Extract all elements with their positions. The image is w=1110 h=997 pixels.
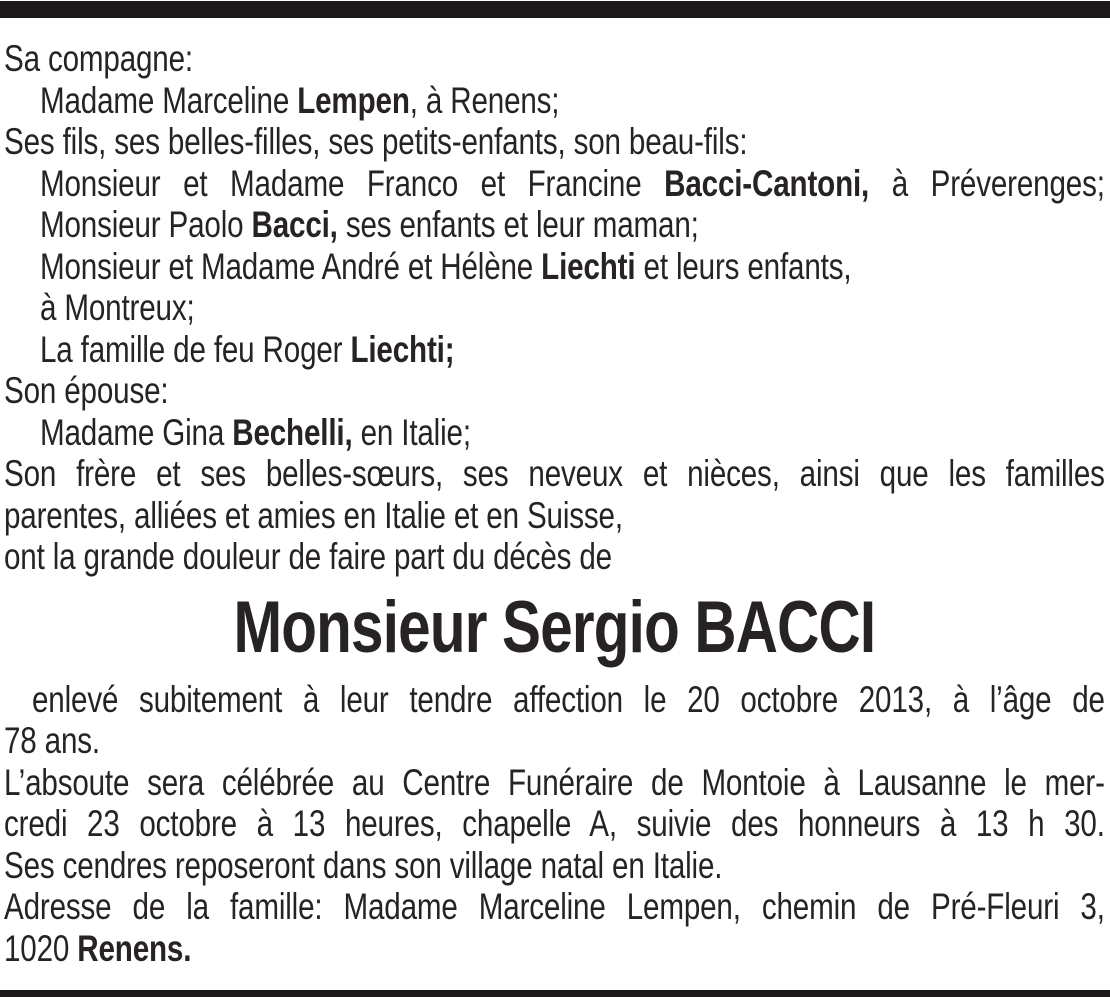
family-name-bold: Bacci, xyxy=(251,204,338,245)
text-segment: à Préverenges; xyxy=(869,162,1105,204)
text-segment: Monsieur et Madame Franco et Francine xyxy=(40,162,665,204)
line-brother-families-1 xyxy=(4,453,1105,495)
text-segment: 1020 xyxy=(4,927,78,969)
line-ashes xyxy=(4,845,1105,887)
line-gina-bechelli xyxy=(4,412,1105,454)
text-segment: , à Renens; xyxy=(409,79,560,121)
text-segment: Son frère et ses belles-sœurs, ses neveux et nièces, ainsi que les familles xyxy=(4,453,1105,494)
line-announcement xyxy=(4,536,1105,578)
text-segment: Madame Marceline xyxy=(40,79,298,121)
text-segment: Monsieur et Madame André et Hélène xyxy=(40,245,542,287)
family-name-bold: Renens. xyxy=(77,927,192,969)
line-family-address-1 xyxy=(4,886,1105,928)
line-brother-families-2 xyxy=(4,495,1105,537)
text-segment: Monsieur Sergio BACCI xyxy=(233,586,876,668)
text-segment: Sa compagne: xyxy=(4,38,193,79)
line-sons-label xyxy=(4,121,1105,163)
line-roger-liechti xyxy=(4,329,1105,371)
text-segment: Adresse de la famille: Madame Marceline Lempen, chemin de Pré-Fleuri 3, xyxy=(4,886,1105,927)
family-name-bold: Liechti xyxy=(541,245,636,287)
line-ceremony-1 xyxy=(4,762,1105,804)
line-spouse-label xyxy=(4,370,1105,412)
text-segment: en Italie; xyxy=(352,411,471,453)
text-segment: Madame Gina xyxy=(40,411,233,453)
line-death-details-2 xyxy=(4,720,1105,762)
line-family-address-2 xyxy=(4,928,1105,970)
text-segment: à Montreux; xyxy=(40,287,195,328)
text-segment: 78 ans. xyxy=(4,720,100,761)
text-segment: La famille de feu Roger xyxy=(40,328,351,370)
top-rule xyxy=(0,1,1110,18)
line-bacci-cantoni xyxy=(4,163,1105,205)
text-segment: Son épouse: xyxy=(4,370,169,411)
line-montreux xyxy=(4,287,1105,329)
line-companion-name xyxy=(4,80,1105,122)
text-segment: Ses fils, ses belles-filles, ses petits-enfants, son beau-fils: xyxy=(4,121,748,162)
text-segment: enlevé subitement à leur tendre affection le 20 octobre 2013, à l’âge de xyxy=(32,678,1105,720)
line-paolo-bacci xyxy=(4,204,1105,246)
line-ceremony-2 xyxy=(4,803,1105,845)
deceased-name-headline xyxy=(4,588,1105,668)
text-segment: Monsieur Paolo xyxy=(40,204,252,245)
text-segment: et leurs enfants, xyxy=(635,245,852,287)
text-segment: L’absoute sera célébrée au Centre Funéraire de Montoie à Lausanne le mer- xyxy=(4,761,1105,803)
text-segment: Ses cendres reposeront dans son village natal en Italie. xyxy=(4,844,723,886)
text-segment: credi 23 octobre à 13 heures, chapelle A, suivie des honneurs à 13 h 30. xyxy=(4,803,1105,844)
bottom-rule xyxy=(0,990,1110,997)
line-liechti-family xyxy=(4,246,1105,288)
text-segment: ont la grande douleur de faire part du décès de xyxy=(4,536,612,577)
line-companion-label xyxy=(4,38,1105,80)
notice-text-block xyxy=(0,38,1110,969)
family-name-bold: Bechelli, xyxy=(232,411,353,453)
text-segment: ses enfants et leur maman; xyxy=(337,204,699,245)
family-name-bold: Bacci-Cantoni, xyxy=(664,162,870,204)
family-name-bold: Lempen xyxy=(297,79,410,121)
text-segment: parentes, alliées et amies en Italie et en Suisse, xyxy=(4,494,623,536)
line-death-details-1 xyxy=(4,679,1105,721)
family-name-bold: Liechti; xyxy=(350,328,455,370)
